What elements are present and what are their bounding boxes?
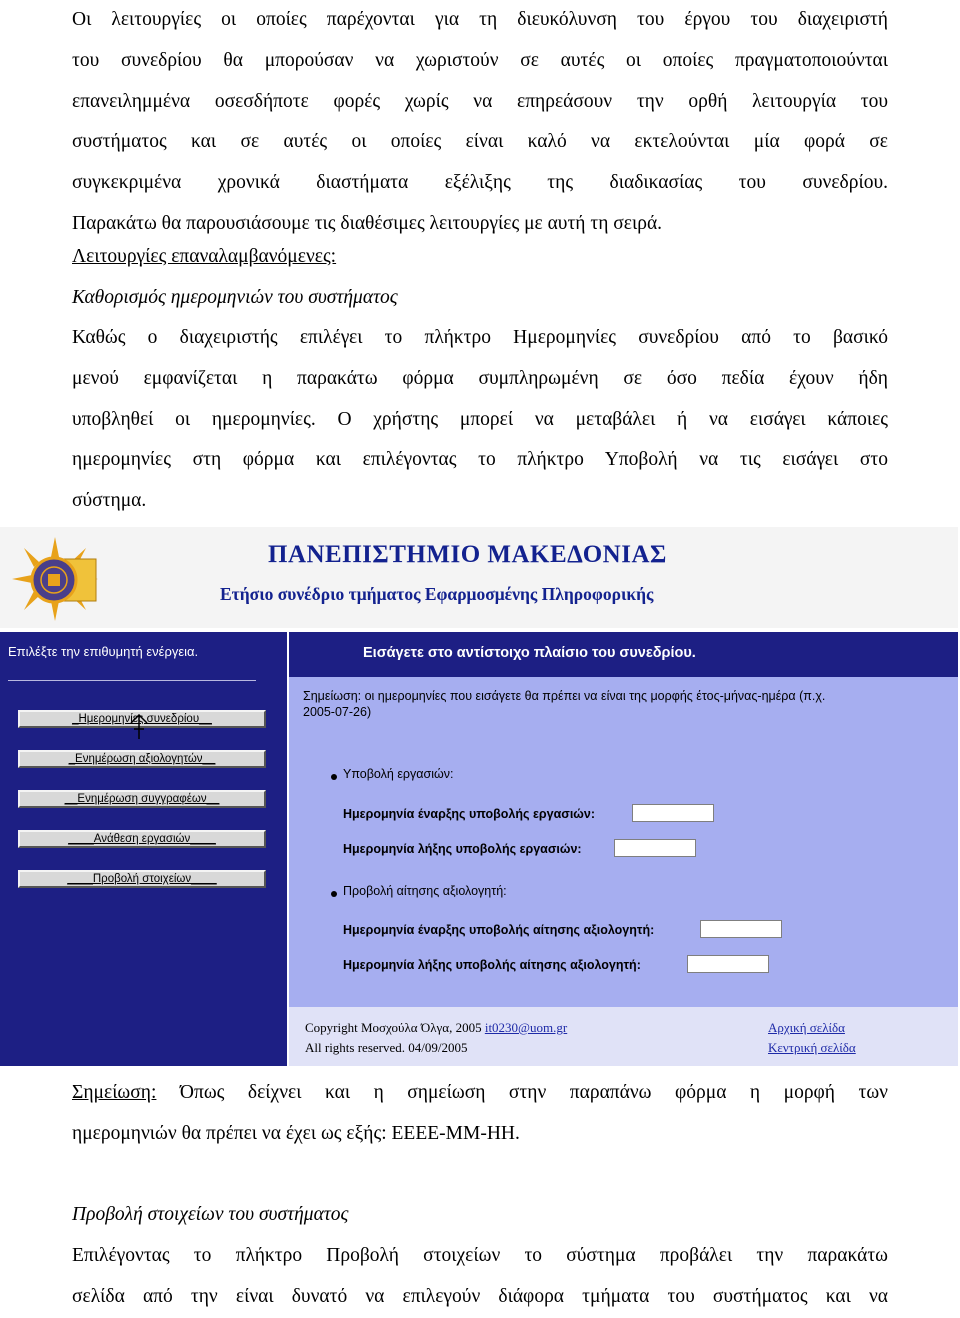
rights-text: All rights reserved. 04/09/2005: [305, 1040, 468, 1055]
main-panel: [287, 632, 958, 1066]
text-line: [72, 1073, 888, 1114]
main-title: Εισάγετε στο αντίστοιχο πλαίσιο του συνεδρίου.: [363, 645, 696, 661]
text-line: Οι λειτουργίες οι οποίες παρέχονται για τη διευκόλυνση του έργου του διαχειριστή: [72, 9, 888, 30]
nav-button-update-reviewers[interactable]: _Ενημέρωση αξιολογητών__: [18, 750, 266, 768]
text-line: του συνεδρίου θα μπορούσαν να χωριστούν σε αυτές οι οποίες πραγματοποιούνται: [72, 49, 888, 71]
text-line: επανειλημμένα οσεσδήποτε φορές χωρίς να επηρεάσουν την ορθή λειτουργία του: [72, 90, 888, 112]
nav-button-assign-papers[interactable]: ____Ανάθεση εργασιών____: [18, 830, 266, 848]
note-paragraph: [72, 1073, 888, 1155]
intro-paragraph: [72, 0, 888, 245]
conference-title: Ετήσιο συνέδριο τμήματος Εφαρμοσμένης Πληροφορικής: [220, 584, 654, 604]
text-line: συγκεκριμένα χρονικά διαστήματα εξέλιξης της διαδικασίας του συνεδρίου.: [72, 172, 888, 194]
start-papers-date-input[interactable]: [632, 804, 714, 822]
subsection-heading: Προβολή στοιχείων του συστήματος: [72, 1204, 349, 1225]
text-line: Καθώς ο διαχειριστής επιλέγει το πλήκτρο Ημερομηνίες συνεδρίου από το βασικό: [72, 327, 888, 348]
field-label-end-papers: Ημερομηνία λήξης υποβολής εργασιών:: [343, 842, 582, 856]
site-footer: [289, 1007, 958, 1066]
dates-form: [289, 677, 958, 1007]
field-label-end-reviewer: Ημερομηνία λήξης υποβολής αίτησης αξιολογητή:: [343, 958, 641, 972]
start-reviewer-date-input[interactable]: [700, 920, 782, 938]
bullet-icon: [331, 891, 337, 897]
section-submit-papers: Υποβολή εργασιών:: [343, 767, 454, 781]
site-header: [0, 527, 958, 628]
note-text: Όπως δείχνει και η σημείωση στην παραπάνω φόρμα η μορφή των: [179, 1082, 889, 1103]
subsection-heading: Καθορισμός ημερομηνιών του συστήματος: [72, 286, 398, 308]
text-line: ημερομηνίες στη φόρμα και επιλέγοντας το πλήκτρο Υποβολή να τις εισάγει στο: [72, 449, 888, 471]
text-line: συστήματος και σε αυτές οι οποίες είναι καλό να εκτελούνται μία φορά σε: [72, 131, 888, 153]
form-note-example: 2005-07-26): [303, 705, 372, 719]
text-line: ημερομηνιών θα πρέπει να έχει ως εξής: ΕΕΕΕ-ΜΜ-ΗΗ.: [72, 1122, 520, 1144]
sidebar-title: Επιλέξτε την επιθυμητή ενέργεια.: [8, 644, 199, 659]
email-link[interactable]: it0230@uom.gr: [484, 1020, 568, 1035]
section-reviewer-application: Προβολή αίτησης αξιολογητή:: [343, 884, 507, 898]
text-line: μενού εμφανίζεται η παρακάτω φόρμα συμπληρωμένη σε όσο πεδία έχουν ήδη: [72, 367, 888, 389]
copyright-text: Copyright Μοσχούλα Όλγα, 2005: [305, 1020, 482, 1035]
end-papers-date-input[interactable]: [614, 839, 696, 857]
field-label-start-papers: Ημερομηνία έναρξης υποβολής εργασιών:: [343, 807, 595, 821]
text-line: Παρακάτω θα παρουσιάσουμε τις διαθέσιμες λειτουργίες με αυτή τη σειρά.: [72, 212, 663, 234]
field-label-start-reviewer: Ημερομηνία έναρξης υποβολής αίτησης αξιολογητή:: [343, 923, 655, 937]
end-reviewer-date-input[interactable]: [687, 955, 769, 973]
text-line: σύστημα.: [72, 490, 147, 512]
nav-button-update-authors[interactable]: __Ενημέρωση συγγραφέων__: [18, 790, 266, 808]
bullet-icon: [331, 774, 337, 780]
home-page-link[interactable]: Αρχική σελίδα: [768, 1020, 845, 1035]
main-title-bar: [289, 632, 958, 677]
sidebar: [0, 632, 287, 1066]
university-logo-icon: [10, 535, 100, 623]
note-label: Σημείωση:: [72, 1082, 157, 1103]
cursor-icon: [128, 714, 150, 740]
nav-button-conference-dates[interactable]: _Ημερομηνίες συνεδρίου__: [18, 710, 266, 728]
text-line: Επιλέγοντας το πλήκτρο Προβολή στοιχείων το σύστημα προβάλει την παρακάτω: [72, 1245, 888, 1266]
divider: [8, 680, 256, 681]
view-paragraph: [72, 1236, 888, 1318]
nav-button-view-data[interactable]: ____Προβολή στοιχείων____: [18, 870, 266, 888]
form-note: Σημείωση: οι ημερομηνίες που εισάγετε θα πρέπει να είναι της μορφής έτος-μήνας-ημέρα (π.χ.: [303, 689, 826, 703]
university-title: ΠΑΝΕΠΙΣΤΗΜΙΟ ΜΑΚΕΔΟΝΙΑΣ: [268, 541, 667, 568]
section-heading: Λειτουργίες επαναλαμβανόμενες:: [72, 246, 337, 267]
central-page-link[interactable]: Κεντρική σελίδα: [768, 1040, 856, 1055]
text-line: σελίδα από την είναι δυνατό να επιλεγούν διάφορα τμήματα του συστήματος και να: [72, 1285, 888, 1307]
screenshot-figure: [0, 527, 958, 1066]
text-line: υποβληθεί οι ημερομηνίες. Ο χρήστης μπορεί να μεταβάλει ή να εισάγει κάποιες: [72, 408, 888, 430]
dates-paragraph: [72, 318, 888, 522]
